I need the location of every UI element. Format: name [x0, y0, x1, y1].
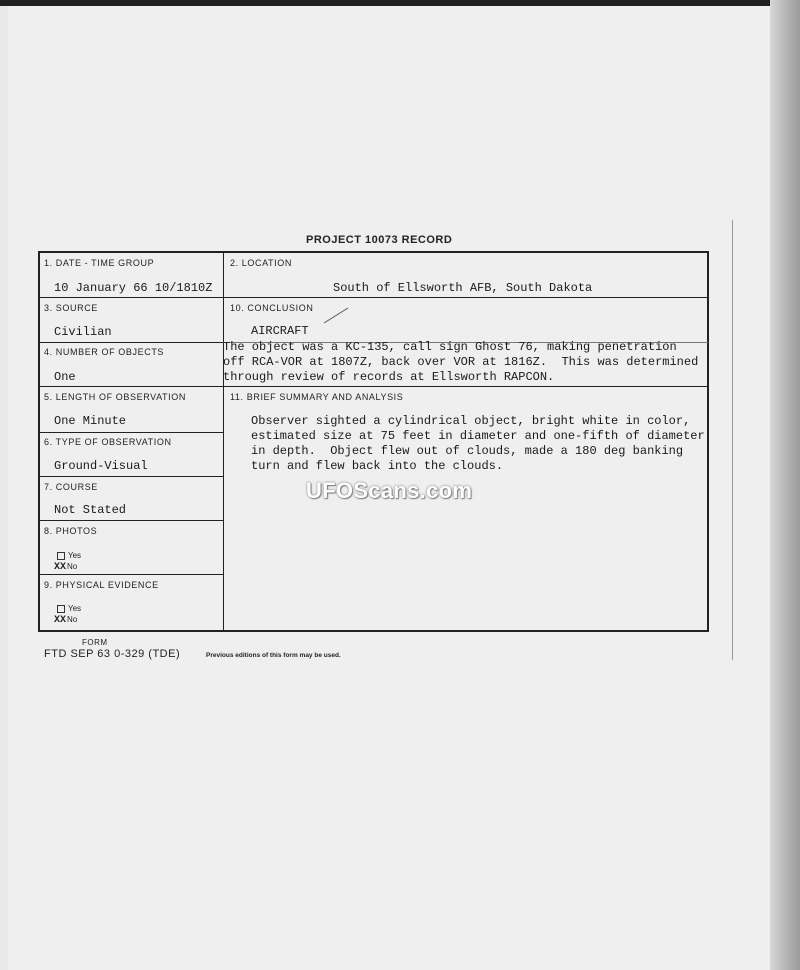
checkbox-empty-icon [57, 552, 65, 560]
date-time-value: 10 January 66 10/1810Z [54, 281, 213, 295]
evidence-no-label: No [67, 615, 78, 624]
course-label: 7. COURSE [44, 482, 98, 492]
number-of-objects-value: One [54, 370, 76, 384]
photos-no-mark: XX [54, 562, 67, 573]
number-of-objects-label: 4. NUMBER OF OBJECTS [44, 347, 165, 357]
page-fold-line [732, 220, 733, 660]
footer-form-word: FORM [82, 638, 108, 647]
row-divider [39, 342, 223, 343]
photos-label: 8. PHOTOS [44, 526, 98, 536]
record-title: PROJECT 10073 RECORD [306, 234, 453, 246]
site-watermark: UFOScans.com [306, 478, 473, 503]
row-divider [39, 476, 223, 477]
photos-yes-label: Yes [68, 551, 82, 560]
conclusion-value: AIRCRAFT [251, 324, 309, 338]
evidence-yes-option [57, 604, 81, 613]
source-value: Civilian [54, 325, 112, 339]
photos-yes-option [57, 551, 81, 560]
row-divider [39, 297, 708, 298]
course-value: Not Stated [54, 503, 127, 517]
length-of-observation-value: One Minute [54, 414, 127, 428]
row-divider [39, 386, 708, 387]
evidence-no-option [54, 615, 77, 626]
evidence-yes-label: Yes [68, 604, 82, 613]
type-of-observation-value: Ground-Visual [54, 459, 148, 473]
type-of-observation-label: 6. TYPE OF OBSERVATION [44, 437, 172, 447]
row-divider [39, 432, 223, 433]
physical-evidence-label: 9. PHYSICAL EVIDENCE [44, 580, 159, 590]
pencil-check-mark [322, 305, 350, 327]
location-label: 2. LOCATION [230, 258, 292, 268]
date-time-label: 1. DATE - TIME GROUP [44, 258, 155, 268]
summary-label: 11. BRIEF SUMMARY AND ANALYSIS [230, 392, 404, 402]
row-divider [39, 574, 223, 575]
conclusion-label: 10. CONCLUSION [230, 303, 314, 313]
conclusion-text: The object was a KC-135, call sign Ghost 76, making penetration off RCA-VOR at 1807Z, back over VOR at 1816Z. This was determined through review of records at Ellsworth RAPCON. [223, 340, 699, 384]
location-value: South of Ellsworth AFB, South Dakota [333, 281, 593, 295]
scan-right-edge [770, 0, 800, 970]
source-label: 3. SOURCE [44, 303, 98, 313]
evidence-no-mark: XX [54, 615, 67, 626]
column-divider [223, 252, 224, 631]
checkbox-empty-icon [57, 605, 65, 613]
photos-no-option [54, 562, 77, 573]
photos-no-label: No [67, 562, 78, 571]
row-divider [39, 520, 223, 521]
footer-edition-note: Previous editions of this form may be used. [206, 652, 341, 659]
length-of-observation-label: 5. LENGTH OF OBSERVATION [44, 392, 186, 402]
footer-form-code: FTD SEP 63 0-329 (TDE) [44, 648, 181, 660]
summary-text: Observer sighted a cylindrical object, bright white in color, estimated size at 75 feet in diameter and one-fifth of diameter in depth. Object flew out of clouds, made a 180 deg banking turn and flew back into the clouds. [251, 414, 705, 473]
